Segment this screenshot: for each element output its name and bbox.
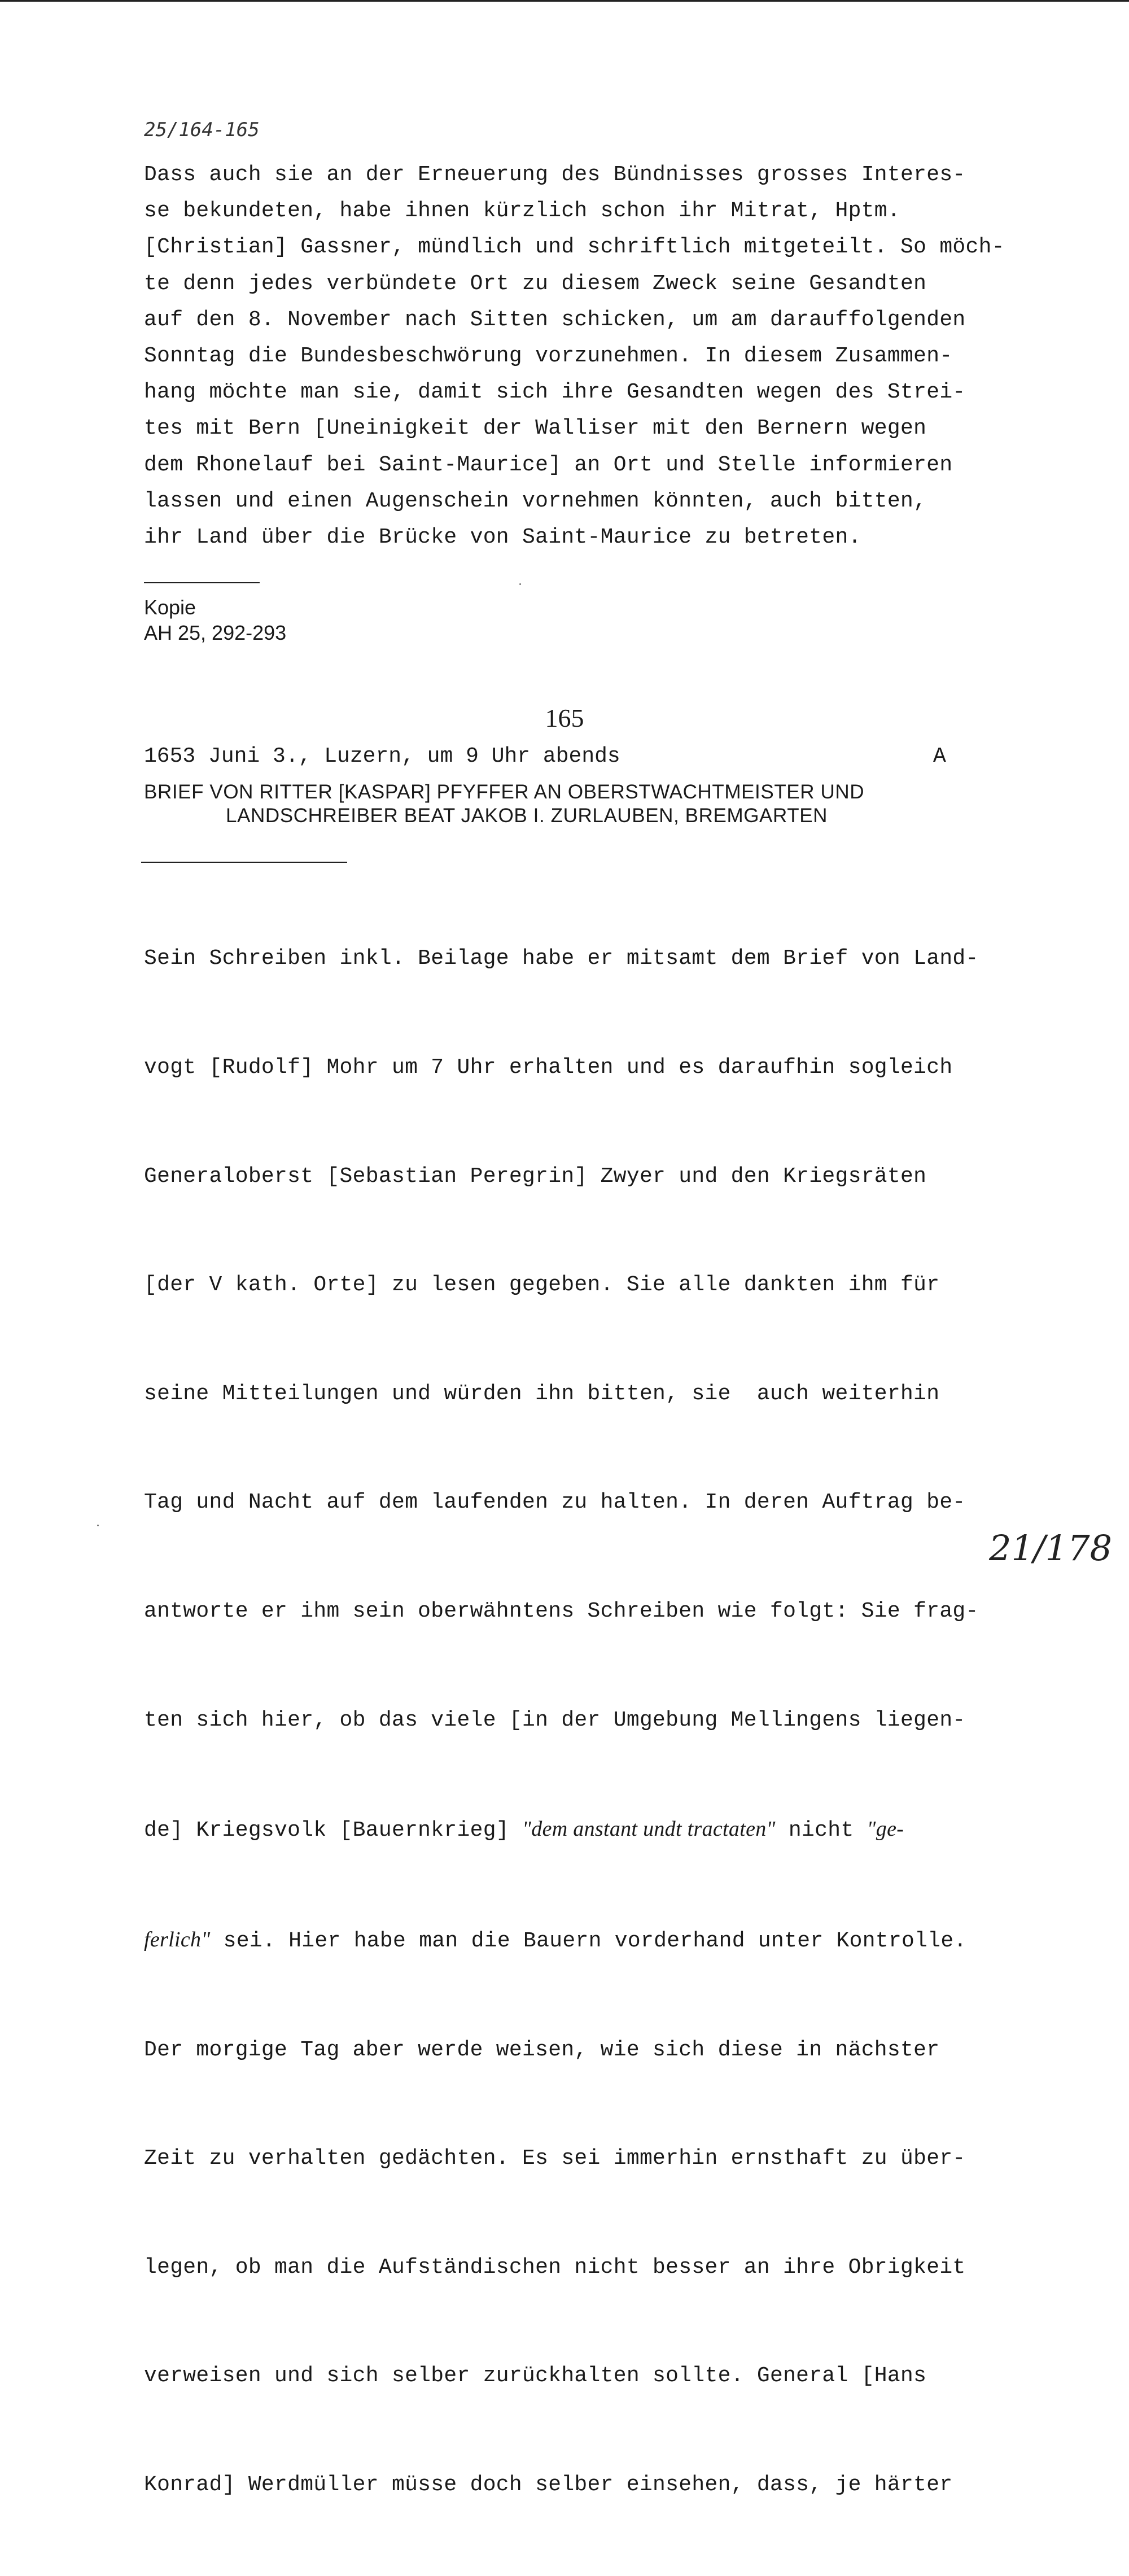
body-line: Zeit zu verhalten gedächten. Es sei immerhin ernsthaft zu über- [144,2146,966,2171]
body-line: Generaloberst [Sebastian Peregrin] Zwyer und den Kriegsräten [144,1164,927,1189]
quoted-source-text: "ge- [867,1817,904,1841]
body-text-span: nicht [775,1818,867,1843]
letter-date-place: 1653 Juni 3., Luzern, um 9 Uhr abends [144,744,620,769]
body-line: te denn jedes verbündete Ort zu diesem Zweck seine Gesandten [144,271,927,296]
speck [519,583,521,585]
body-line [144,1811,979,1849]
body-line: Dass auch sie an der Erneuerung des Bündnisses grosses Interes- [144,163,966,187]
letter-title-line-1: BRIEF VON RITTER [KASPAR] PFYFFER AN OBERSTWACHTMEISTER UND [144,781,865,803]
quoted-source-text: "dem anstant undt tractaten" [522,1817,776,1841]
body-line: dem Rhonelauf bei Saint-Maurice] an Ort und Stelle informieren [144,452,953,477]
body-line: ten sich hier, ob das viele [in der Umgebung Mellingens liegen- [144,1708,966,1732]
body-line: seine Mitteilungen und würden ihn bitten, sie auch weiterhin [144,1381,940,1406]
previous-letter-text [144,157,1005,556]
letter-number: 165 [545,704,584,732]
body-line: ihr Land über die Brücke von Saint-Maurice zu betreten. [144,525,861,550]
body-line: [der V kath. Orte] zu lesen gegeben. Sie alle dankten ihm für [144,1273,940,1298]
quoted-source-text: ferlich" [144,1927,211,1951]
letter-classification: A [933,744,946,769]
body-line: vogt [Rudolf] Mohr um 7 Uhr erhalten und es daraufhin sogleich [144,1055,953,1080]
body-line: auf den 8. November nach Sitten schicken, um am darauffolgenden [144,307,966,332]
body-text-span: sei. Hier habe man die Bauern vorderhand unter Kontrolle. [210,1928,967,1953]
heading-rule [141,862,347,863]
body-line: antworte er ihm sein oberwähntens Schreiben wie folgt: Sie frag- [144,1599,979,1624]
source-type: Kopie [144,596,196,619]
letter-title-line-2: LANDSCHREIBER BEAT JAKOB I. ZURLAUBEN, BREMGARTEN [226,805,828,827]
body-line: se bekundeten, habe ihnen kürzlich schon ihr Mitrat, Hptm. [144,199,901,224]
body-line: Konrad] Werdmüller müsse doch selber einsehen, dass, je härter [144,2472,953,2497]
footnote-rule [144,582,260,583]
body-line: [Christian] Gassner, mündlich und schriftlich mitgeteilt. So möch- [144,235,1005,260]
handwritten-folio-number: 21/178 [989,1527,1113,1569]
body-text-span: de] Kriegsvolk [Bauernkrieg] [144,1818,523,1843]
page-reference: 25/164-165 [144,119,260,141]
body-line: Sonntag die Bundesbeschwörung vorzunehmen. In diesem Zusammen- [144,344,953,369]
body-line: Sein Schreiben inkl. Beilage habe er mitsamt dem Brief von Land- [144,946,979,971]
speck [97,1525,99,1526]
body-line: tes mit Bern [Uneinigkeit der Walliser mit den Bernern wegen [144,416,927,441]
body-line: legen, ob man die Aufständischen nicht besser an ihre Obrigkeit [144,2255,966,2280]
body-line: verweisen und sich selber zurückhalten sollte. General [Hans [144,2364,927,2389]
body-line: lassen und einen Augenschein vornehmen könnten, auch bitten, [144,488,927,513]
letter-body-text [144,868,979,2576]
source-reference: AH 25, 292-293 [144,621,287,644]
body-line: hang möchte man sie, damit sich ihre Gesandten wegen des Strei- [144,380,966,405]
body-line [144,1922,979,1959]
body-line: Der morgige Tag aber werde weisen, wie sich diese in nächster [144,2037,940,2062]
page-top-edge [0,0,1129,2]
body-line: Tag und Nacht auf dem laufenden zu halten. In deren Auftrag be- [144,1490,966,1515]
